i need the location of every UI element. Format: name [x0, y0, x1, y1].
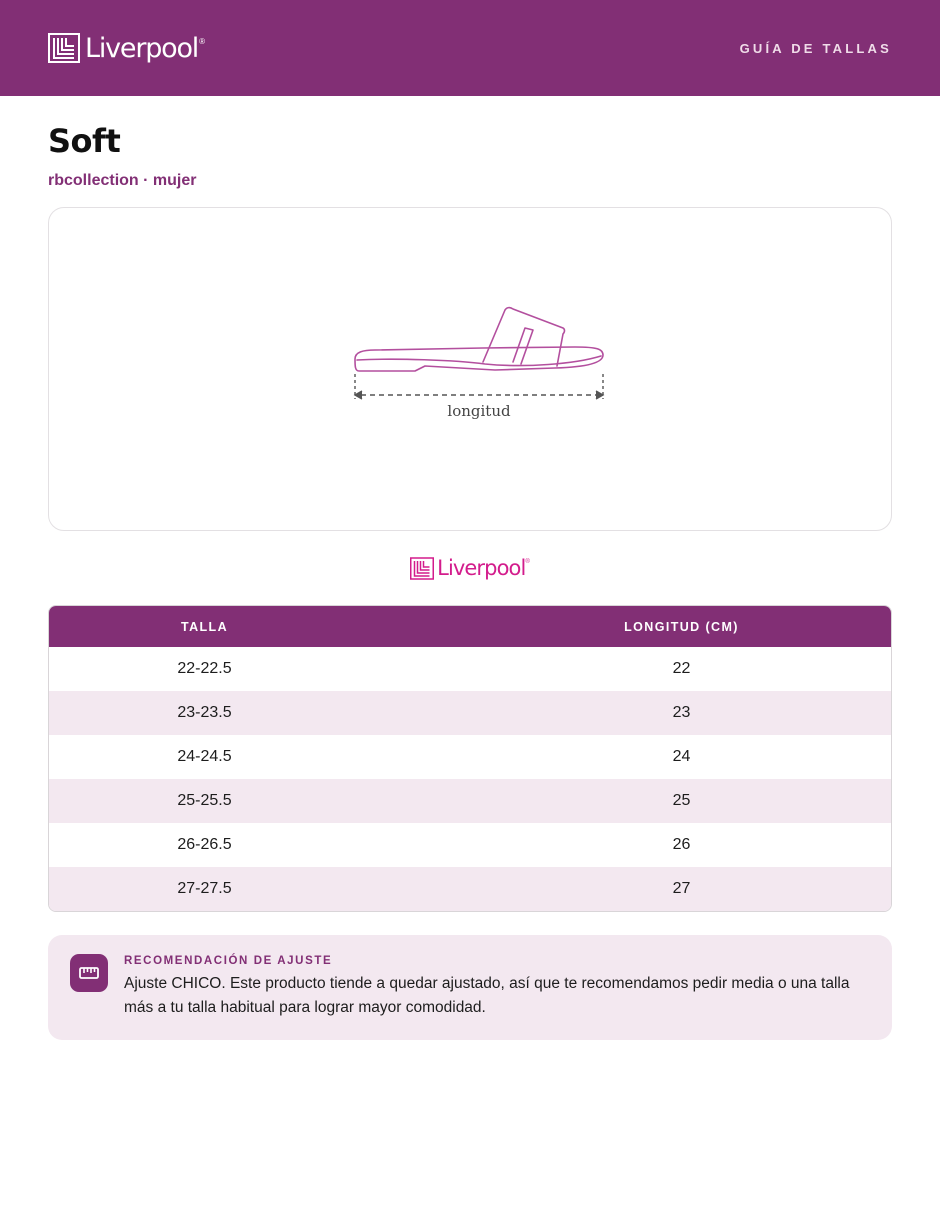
- fit-recommendation-body: [124, 954, 868, 1021]
- column-header-size: TALLA: [49, 606, 470, 647]
- fit-recommendation-label: RECOMENDACIÓN DE AJUSTE: [124, 955, 333, 967]
- size-table-header-row: [49, 606, 891, 647]
- brand-name: Liverpool: [85, 32, 199, 64]
- size-cell: 24-24.5: [177, 748, 232, 765]
- size-cell: 22-22.5: [177, 660, 232, 677]
- column-header-length: LONGITUD (CM): [470, 606, 891, 647]
- main-content: [0, 122, 940, 1040]
- table-row: [49, 735, 891, 779]
- size-table-container: [48, 605, 892, 912]
- fit-recommendation: [48, 935, 892, 1040]
- liverpool-watermark-row: [48, 531, 892, 605]
- length-cell: 27: [470, 867, 891, 911]
- length-label: longitud: [447, 402, 511, 420]
- size-cell: 27-27.5: [49, 867, 470, 911]
- sandal-icon: [355, 308, 603, 371]
- watermark-registered-mark: ®: [525, 558, 530, 565]
- registered-mark: ®: [199, 37, 206, 46]
- liverpool-mark-icon: [48, 33, 80, 63]
- top-header: [0, 0, 940, 96]
- product-title: Soft: [48, 122, 121, 160]
- table-row: [49, 647, 891, 691]
- fit-recommendation-text: Ajuste CHICO. Este producto tiende a quedar ajustado, así que te recomendamos pedir media o una talla más a tu talla habitual para lograr mayor comodidad.: [124, 975, 850, 1016]
- size-guide-link[interactable]: GUÍA DE TALLAS: [739, 40, 892, 56]
- liverpool-mark-icon: [410, 557, 434, 580]
- product-subtitle: rbcollection · mujer: [48, 172, 197, 189]
- table-row: [49, 823, 891, 867]
- table-row: [49, 779, 891, 823]
- size-cell: 23-23.5: [49, 691, 470, 735]
- table-row: [49, 691, 891, 735]
- measurement-illustration-card: [48, 207, 892, 531]
- sandal-measure-illustration: [335, 304, 605, 434]
- liverpool-watermark-logo: [410, 557, 530, 580]
- length-cell: 24: [672, 748, 691, 765]
- liverpool-logo[interactable]: [48, 33, 205, 63]
- length-measure-line: [355, 374, 603, 399]
- ruler-icon: [70, 954, 108, 992]
- watermark-brand-name: Liverpool: [437, 555, 526, 580]
- table-row: [49, 867, 891, 911]
- length-cell: 22: [672, 660, 691, 677]
- size-cell: 25-25.5: [49, 779, 470, 823]
- size-cell: 26-26.5: [177, 836, 232, 853]
- size-table: [49, 606, 891, 911]
- length-cell: 23: [470, 691, 891, 735]
- length-cell: 25: [470, 779, 891, 823]
- length-cell: 26: [672, 836, 691, 853]
